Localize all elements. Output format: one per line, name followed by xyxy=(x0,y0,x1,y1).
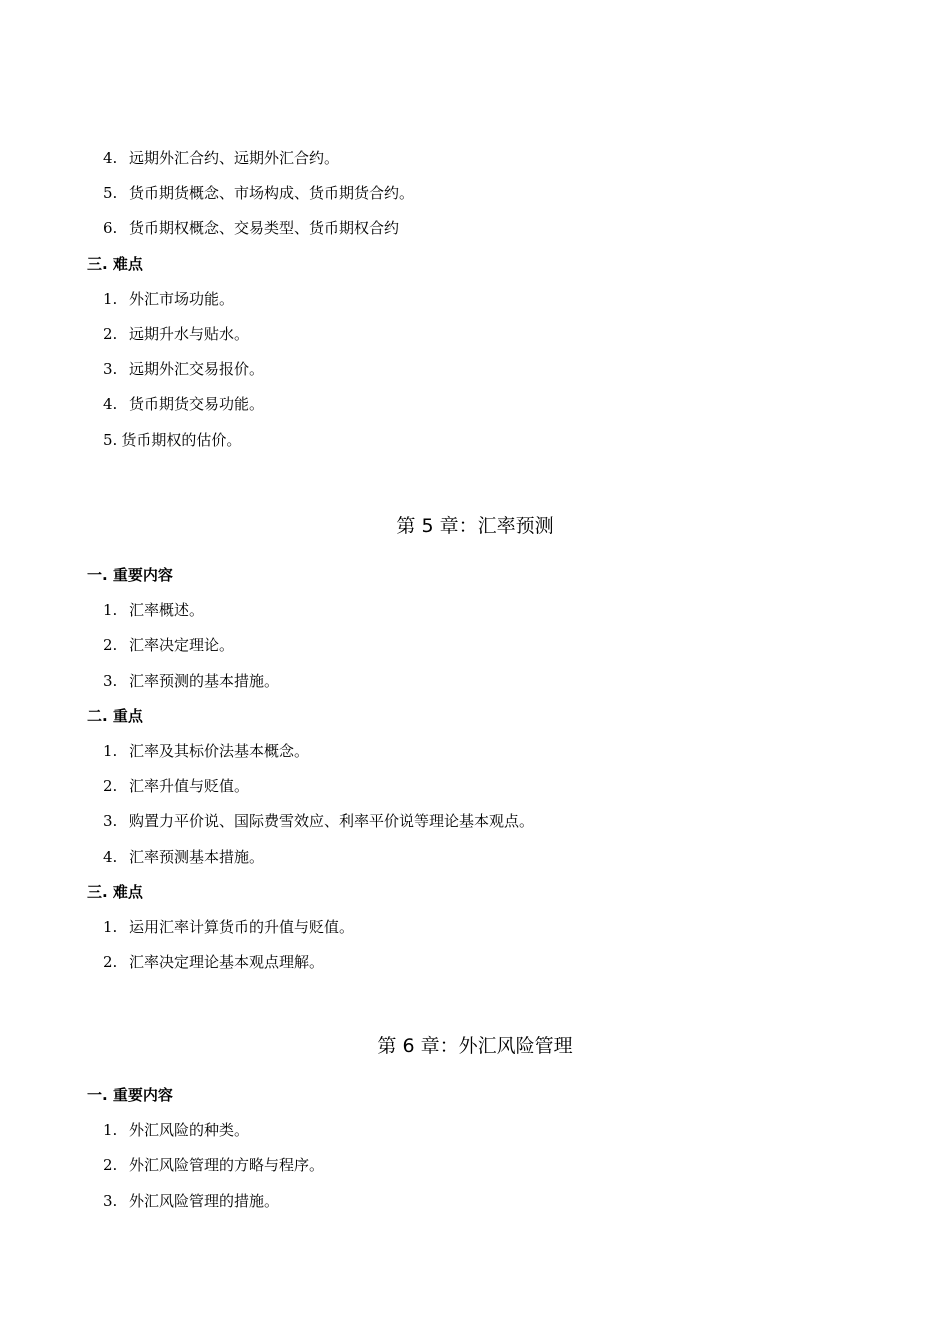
item-number: 2. xyxy=(103,324,118,343)
item-text: 汇率概述。 xyxy=(129,601,205,620)
list-item xyxy=(0,665,950,700)
section-heading-difficult: 三. 难点 xyxy=(87,254,143,273)
list-item xyxy=(0,770,950,805)
chapter-title: 第 6 章：外汇风险管理 xyxy=(377,1035,573,1057)
item-text: 外汇风险管理的方略与程序。 xyxy=(129,1156,325,1175)
list-item xyxy=(0,283,950,318)
item-number: 4. xyxy=(103,847,118,866)
chapter-5-body xyxy=(0,559,950,981)
list-item xyxy=(0,318,950,353)
item-number: 3. xyxy=(103,812,118,831)
item-text: 远期外汇交易报价。 xyxy=(129,360,265,379)
item-text: 外汇风险的种类。 xyxy=(129,1121,250,1140)
list-item xyxy=(0,1149,950,1184)
item-text: 远期升水与贴水。 xyxy=(129,324,250,343)
chapter-title: 第 5 章：汇率预测 xyxy=(396,515,554,537)
item-text: 外汇风险管理的措施。 xyxy=(129,1191,280,1210)
item-text: 汇率预测的基本措施。 xyxy=(129,671,280,690)
section-heading-content: 一. 重要内容 xyxy=(87,566,173,584)
item-text: 货币期货概念、市场构成、货币期货合约。 xyxy=(129,184,415,203)
list-item xyxy=(0,594,950,629)
item-number: 2. xyxy=(103,953,118,972)
section-heading-key: 二. 重点 xyxy=(87,706,143,725)
item-text: 外汇市场功能。 xyxy=(129,289,235,308)
list-item xyxy=(0,629,950,664)
item-number: 3. xyxy=(103,360,118,379)
section-heading-difficult: 三. 难点 xyxy=(87,882,143,901)
list-item xyxy=(0,911,950,946)
list-item xyxy=(0,353,950,388)
item-text: 汇率预测基本措施。 xyxy=(129,847,265,866)
chapter-4-continuation xyxy=(0,142,950,459)
list-item xyxy=(0,841,950,876)
list-item xyxy=(0,805,950,840)
list-item xyxy=(0,388,950,423)
item-number: 1. xyxy=(103,1121,118,1140)
item-number: 6. xyxy=(103,219,118,238)
section-heading-content: 一. 重要内容 xyxy=(87,1086,173,1104)
list-item xyxy=(0,946,950,981)
item-number: 1. xyxy=(103,601,118,620)
item-number: 1. xyxy=(103,741,118,760)
list-item xyxy=(0,424,950,459)
item-number: 2. xyxy=(103,777,118,796)
item-number: 5. xyxy=(103,430,118,449)
list-item xyxy=(0,1114,950,1149)
list-item xyxy=(0,177,950,212)
item-text: 汇率升值与贬值。 xyxy=(129,777,250,796)
list-item xyxy=(0,142,950,177)
item-number: 4. xyxy=(103,149,118,167)
item-text: 远期外汇合约、远期外汇合约。 xyxy=(129,149,340,167)
item-number: 1. xyxy=(103,917,118,936)
list-item xyxy=(0,735,950,770)
item-number: 4. xyxy=(103,395,118,414)
item-text: 汇率决定理论基本观点理解。 xyxy=(129,953,325,972)
item-number: 1. xyxy=(103,289,118,308)
item-text: 货币期权概念、交易类型、货币期权合约 xyxy=(129,219,400,238)
list-item xyxy=(0,212,950,247)
item-text: 汇率及其标价法基本概念。 xyxy=(129,741,310,760)
item-number: 3. xyxy=(103,1191,118,1210)
item-number: 2. xyxy=(103,636,118,655)
chapter-6-body xyxy=(0,1079,950,1220)
item-text: 货币期权的估价。 xyxy=(121,430,242,449)
item-text: 货币期货交易功能。 xyxy=(129,395,265,414)
item-text: 汇率决定理论。 xyxy=(129,636,235,655)
item-number: 2. xyxy=(103,1156,118,1175)
item-number: 3. xyxy=(103,671,118,690)
item-text: 运用汇率计算货币的升值与贬值。 xyxy=(129,917,355,936)
item-text: 购置力平价说、国际费雪效应、利率平价说等理论基本观点。 xyxy=(129,812,535,831)
list-item xyxy=(0,1185,950,1220)
item-number: 5. xyxy=(103,184,118,203)
